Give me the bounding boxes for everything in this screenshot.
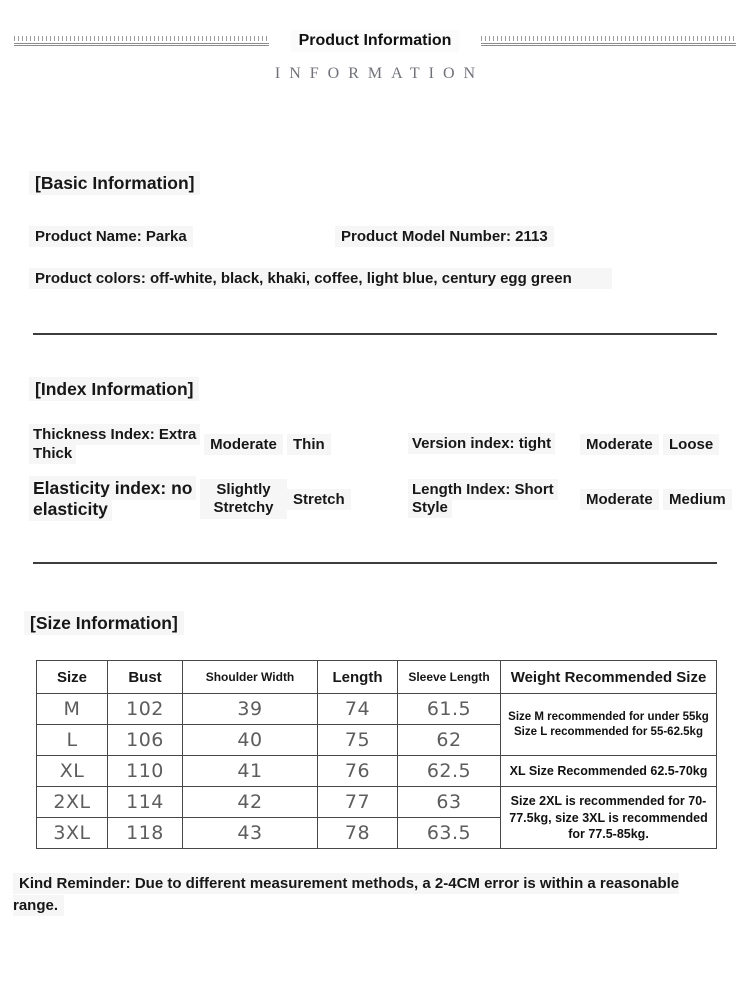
section-heading-basic-text: [Basic Information] [29,171,200,195]
col-header-sleeve: Sleeve Length [398,661,501,694]
cell-shoulder: 40 [183,725,318,756]
cell-size: M [37,694,108,725]
index-option: Stretch [287,489,408,510]
index-option: Moderate [580,434,663,455]
cell-sleeve: 62 [398,725,501,756]
col-header-shoulder: Shoulder Width [183,661,318,694]
table-row-xl [37,756,717,787]
col-header-size: Size [37,661,108,694]
cell-length: 74 [318,694,398,725]
size-table-header-row [37,661,717,694]
product-colors: Product colors: off-white, black, khaki, coffee, light blue, century egg green [29,270,750,287]
cell-size: XL [37,756,108,787]
index-option: Moderate [200,434,287,455]
cell-bust: 106 [108,725,183,756]
cell-length: 75 [318,725,398,756]
page-subtitle: INFORMATION [274,65,485,82]
index-option: Slightly Stretchy [200,479,287,519]
page-header [0,30,750,52]
section-heading-size [24,613,184,634]
cell-sleeve: 63 [398,787,501,818]
cell-weight-note-m-l: Size M recommended for under 55kg Size L recommended for 55-62.5kg [501,694,717,756]
cell-shoulder: 43 [183,818,318,849]
cell-sleeve: 61.5 [398,694,501,725]
size-table [36,660,717,849]
cell-sleeve: 62.5 [398,756,501,787]
cell-sleeve: 63.5 [398,818,501,849]
index-label-version: Version index: tight [408,435,580,454]
cell-size: 3XL [37,818,108,849]
index-option: Loose [663,434,721,455]
product-model-number: Product Model Number: 2113 [335,228,554,245]
index-label-length: Length Index: Short Style [408,481,580,519]
index-option: Moderate [580,489,663,510]
cell-bust: 102 [108,694,183,725]
section-heading-size-text: [Size Information] [24,611,184,635]
table-row-m [37,694,717,725]
section-heading-basic [29,173,200,194]
cell-bust: 110 [108,756,183,787]
cell-size: L [37,725,108,756]
cell-length: 78 [318,818,398,849]
cell-bust: 114 [108,787,183,818]
kind-reminder: Kind Reminder: Due to different measurement methods, a 2-4CM error is within a reasonable range. [13,875,680,914]
decorative-line-left [14,36,269,46]
section-heading-index-text: [Index Information] [29,377,199,401]
col-header-weight: Weight Recommended Size [501,661,717,694]
cell-shoulder: 42 [183,787,318,818]
section-heading-index [29,379,199,400]
cell-shoulder: 39 [183,694,318,725]
cell-bust: 118 [108,818,183,849]
product-name: Product Name: Parka [29,228,335,245]
cell-length: 76 [318,756,398,787]
index-label-thickness: Thickness Index: Extra Thick [29,426,200,464]
cell-length: 77 [318,787,398,818]
decorative-line-right [481,36,736,46]
col-header-length: Length [318,661,398,694]
index-grid [29,426,726,521]
basic-info-row [29,228,750,245]
col-header-bust: Bust [108,661,183,694]
cell-size: 2XL [37,787,108,818]
cell-weight-note-2xl-3xl: Size 2XL is recommended for 70-77.5kg, size 3XL is recommended for 77.5-85kg. [501,787,717,849]
cell-shoulder: 41 [183,756,318,787]
cell-weight-note-xl: XL Size Recommended 62.5-70kg [501,756,717,787]
index-label-elasticity: Elasticity index: no elasticity [29,478,200,522]
index-option: Medium [663,489,721,510]
table-row-2xl [37,787,717,818]
index-option: Thin [287,434,408,455]
page-title: Product Information [291,30,460,52]
